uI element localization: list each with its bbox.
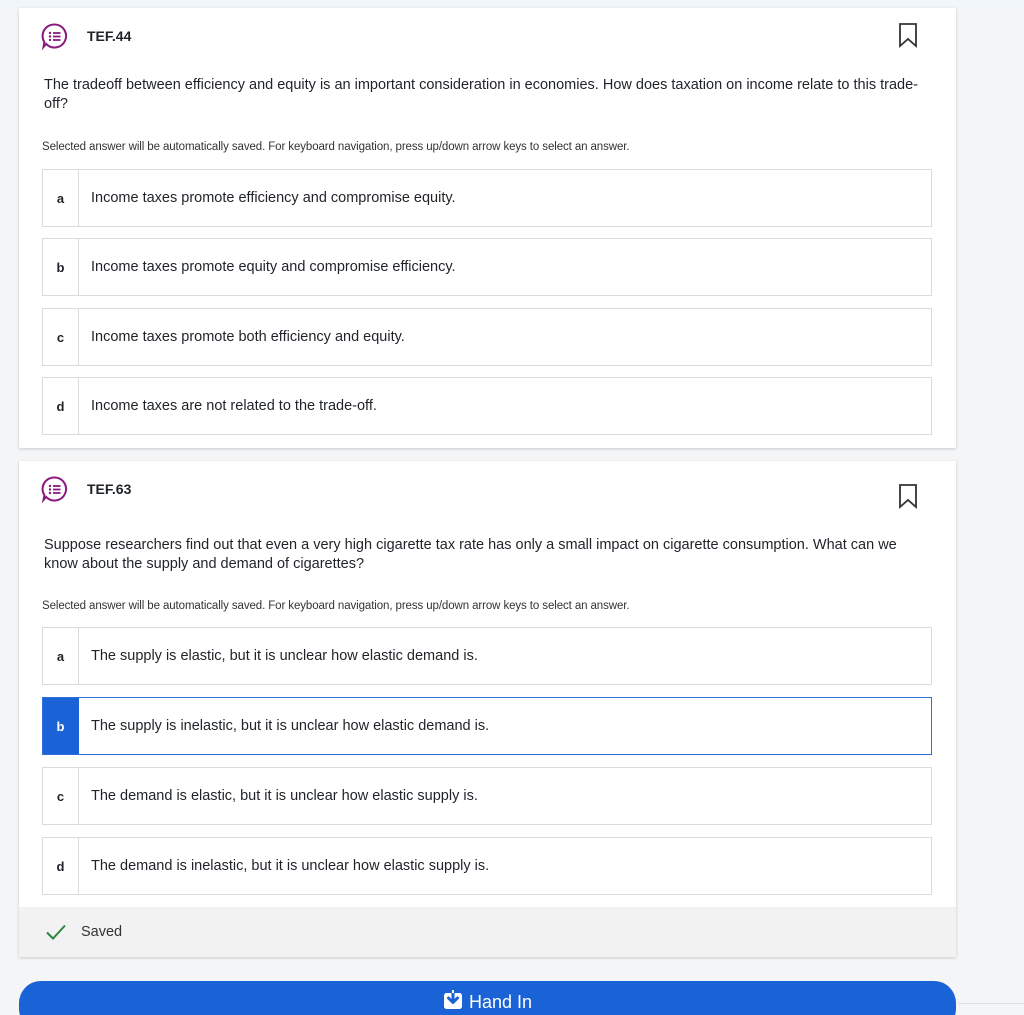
bookmark-icon[interactable] <box>898 22 918 48</box>
check-icon <box>45 923 67 941</box>
download-box-icon <box>443 990 463 1010</box>
answer-option-a[interactable] <box>42 169 932 227</box>
option-text: Income taxes are not related to the trade-off. <box>91 398 377 414</box>
hand-in-label: Hand In <box>468 992 533 1012</box>
option-text: Income taxes promote both efficiency and equity. <box>91 329 405 345</box>
answer-option-d[interactable] <box>42 377 932 435</box>
question-id: TEF.63 <box>87 481 132 497</box>
answer-option-b[interactable] <box>42 238 932 296</box>
hand-in-content <box>443 992 532 1015</box>
answer-option-c[interactable] <box>42 767 932 825</box>
option-letter: b <box>43 239 79 295</box>
option-letter: c <box>43 309 79 365</box>
answer-instructions: Selected answer will be automatically saved. For keyboard navigation, press up/down arrow keys to select an answer. <box>42 141 630 153</box>
answer-option-b[interactable] <box>42 697 932 755</box>
option-letter: a <box>43 170 79 226</box>
option-letter: c <box>43 768 79 824</box>
option-text: The demand is inelastic, but it is unclear how elastic supply is. <box>91 858 490 874</box>
option-letter: d <box>43 838 79 894</box>
saved-status-text: Saved <box>81 924 123 940</box>
question-card <box>19 461 956 957</box>
answer-instructions: Selected answer will be automatically saved. For keyboard navigation, press up/down arrow keys to select an answer. <box>42 600 630 612</box>
option-text: Income taxes promote efficiency and compromise equity. <box>91 190 456 206</box>
question-list-icon <box>41 22 69 50</box>
bookmark-icon[interactable] <box>898 483 918 509</box>
option-text: The demand is elastic, but it is unclear how elastic supply is. <box>91 788 478 804</box>
option-text: The supply is elastic, but it is unclear how elastic demand is. <box>91 648 478 664</box>
option-letter: b <box>43 698 79 754</box>
question-header <box>41 475 131 503</box>
option-letter: d <box>43 378 79 434</box>
saved-status-bar <box>19 907 956 957</box>
answer-option-c[interactable] <box>42 308 932 366</box>
question-card <box>19 8 956 448</box>
answer-option-d[interactable] <box>42 837 932 895</box>
question-prompt: The tradeoff between efficiency and equity is an important consideration in economies. How does taxation on income relate to this trade-off? <box>44 77 918 112</box>
question-list-icon <box>41 475 69 503</box>
answer-option-a[interactable] <box>42 627 932 685</box>
question-id: TEF.44 <box>87 28 132 44</box>
option-letter: a <box>43 628 79 684</box>
option-text: Income taxes promote equity and compromise efficiency. <box>91 259 456 275</box>
question-header <box>41 22 131 50</box>
option-text: The supply is inelastic, but it is unclear how elastic demand is. <box>91 718 490 734</box>
question-prompt: Suppose researchers find out that even a very high cigarette tax rate has only a small impact on cigarette consumption. What can we know about the supply and demand of cigarettes? <box>44 537 897 572</box>
hand-in-button[interactable] <box>19 981 956 1015</box>
divider <box>958 1003 1024 1004</box>
